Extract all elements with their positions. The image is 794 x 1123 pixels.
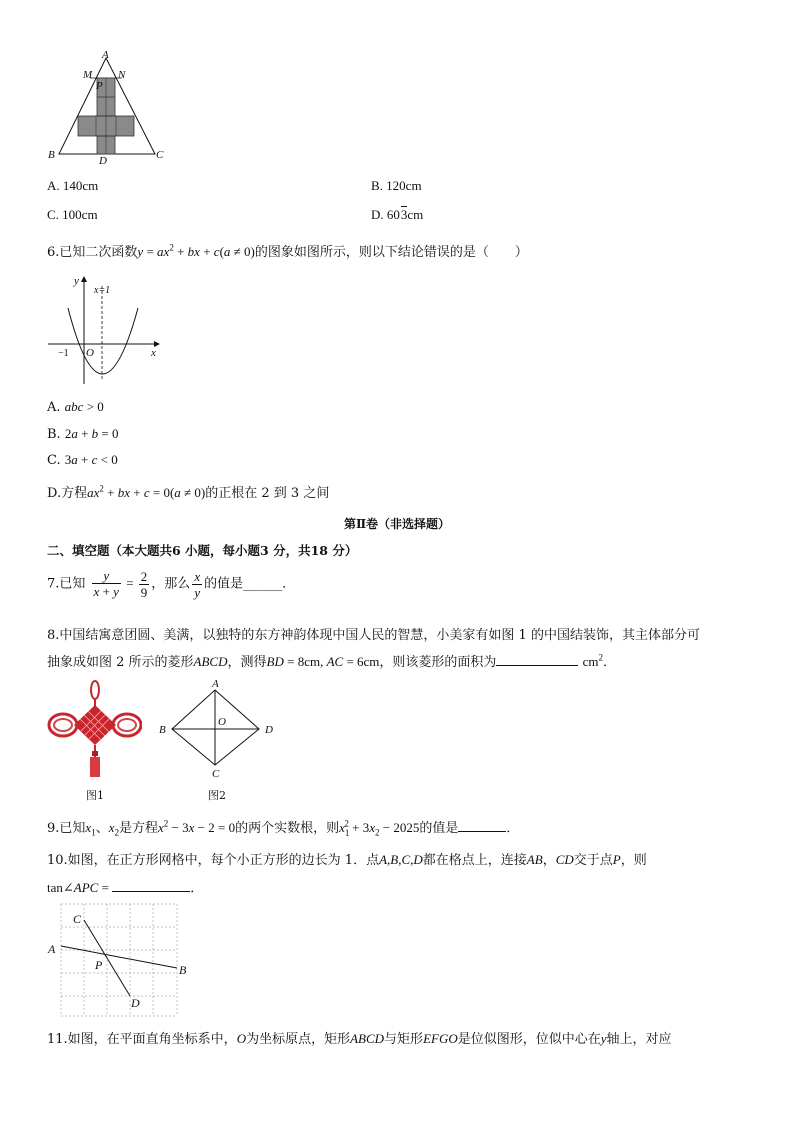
q11-suffix: 轴上，对应 <box>606 1032 672 1047</box>
q6-option-b[interactable]: B. 2a + b = 0 <box>47 426 119 442</box>
q6-option-d-prefix: D.方程 <box>47 486 88 501</box>
q6-option-b-label: B. <box>47 427 61 442</box>
q5-option-d-unit: cm <box>407 207 424 222</box>
q6-option-d[interactable]: D.方程$ax^2$ + bx + c = 0(a ≠ 0)的正根在 2 到 3 之间 <box>47 483 330 501</box>
triangle-cross-figure <box>44 48 168 166</box>
q9-suffix: 的值是 <box>419 821 459 836</box>
graph-neg1-label: −1 <box>58 348 69 359</box>
q8-line2-mid2: ，则该菱形的面积为 <box>379 655 497 670</box>
q9-mid: 是方程 <box>118 821 158 836</box>
grid-label-c: C <box>73 912 82 926</box>
q6-suffix: 的图象如图所示，则以下结论错误的是（ ） <box>254 245 528 260</box>
q8-line2-prefix: 抽象成如图 2 所示的菱形 <box>47 655 194 670</box>
parabola-graph <box>44 272 164 388</box>
q8-line2: 抽象成如图 2 所示的菱形ABCD，测得BD = 8cm, AC = 6cm，则该菱形的面积为 $cm^2$． <box>47 652 616 670</box>
rhombus-label-b: B <box>159 724 166 736</box>
label-a: A <box>102 49 109 61</box>
q6-stem: 6.已知二次函数$y = ax^2$ + bx + c(a ≠ 0)的图象如图所示，则以下结论错误的是（ ） <box>47 242 528 260</box>
q8-line2-mid: ，测得 <box>227 655 267 670</box>
q5-option-a[interactable]: A. 140cm <box>47 178 99 193</box>
q8-line1: 8.中国结寓意团圆、美满，以独特的东方神韵体现中国人民的智慧，小美家有如图 1 的中国结装饰，其主体部分可 <box>47 628 700 643</box>
part2-title: 第Ⅱ卷（非选择题） <box>343 517 451 531</box>
q5-option-c[interactable]: C. 100cm <box>47 207 98 222</box>
q11-mid3: 是位似图形，位似中心在 <box>457 1032 601 1047</box>
q8-unit: cm <box>582 654 599 669</box>
graph-origin-label: O <box>86 347 94 359</box>
q6-option-c-label: C. <box>47 453 61 468</box>
grid-label-a: A <box>48 942 56 956</box>
label-p: P <box>96 80 103 92</box>
chinese-knot-figure <box>46 677 142 781</box>
q10-line1-b: 都在格点上，连接 <box>422 853 527 868</box>
q10-line1-a: 10.如图，在正方形网格中，每个小正方形的边长为 1．点 <box>47 853 380 868</box>
q5-option-d-root: 3 <box>400 207 408 222</box>
q5-option-b[interactable]: B. 120cm <box>371 178 422 193</box>
q10-line1-e: ，则 <box>620 853 647 868</box>
fig2-caption: 图2 <box>208 789 226 802</box>
q11-mid: 为坐标原点，矩形 <box>246 1032 351 1047</box>
q10-answer-blank[interactable] <box>112 879 190 892</box>
q8-answer-blank[interactable] <box>496 653 578 666</box>
label-n: N <box>118 69 126 81</box>
label-b: B <box>48 149 55 161</box>
q7-mid: ，那么 <box>151 576 191 592</box>
rhombus-label-o: O <box>218 716 226 728</box>
q10-line1-d: 交于点 <box>573 853 613 868</box>
rhombus-figure <box>154 677 280 781</box>
graph-y-label: y <box>74 275 79 287</box>
q10-line1-c: ， <box>542 853 556 868</box>
q5-option-d[interactable] <box>371 207 423 223</box>
grid-label-p: P <box>95 958 103 972</box>
q11-prefix: 11.如图，在平面直角坐标系中， <box>47 1032 237 1047</box>
graph-x-label: x <box>151 347 156 359</box>
q10-line1: 10.如图，在正方形网格中，每个小正方形的边长为 1．点A,B,C,D都在格点上，连接AB，CD交于点P，则 <box>47 852 647 868</box>
q9-answer-blank[interactable] <box>458 819 506 832</box>
q9-mid2: 的两个实数根，则 <box>235 821 340 836</box>
rhombus-label-a: A <box>212 678 219 690</box>
label-m: M <box>83 69 93 81</box>
q6-option-c[interactable]: C. 3a + c < 0 <box>47 452 118 468</box>
section2-title: 二、填空题（本大题共6 小题，每小题3 分，共18 分） <box>47 543 358 558</box>
q9: 9.已知$x_1$、$x_2$是方程$x^2 - 3x - 2 = 0$的两个实数根，则$x_1^2 + 3x_2 - 2025$的值是 ． <box>47 818 520 838</box>
q6-option-a-label: A. <box>47 400 61 415</box>
label-c: C <box>156 149 164 161</box>
fig1-caption: 图1 <box>86 789 104 802</box>
q5-option-d-prefix: D. 60 <box>371 207 400 222</box>
rhombus-label-c: C <box>212 768 220 780</box>
q11-mid2: 与矩形 <box>384 1032 424 1047</box>
graph-axis-label: x=1 <box>94 285 111 296</box>
q11: 11.如图，在平面直角坐标系中，O为坐标原点，矩形ABCD与矩形EFGO是位似图形，位似中心在y轴上，对应 <box>47 1031 672 1047</box>
q7: 7.已知 $\frac{y}{x + y}$ = $\frac{2}{9}$ ，那么 $\frac{x}{y}$ 的值是______． <box>47 568 296 600</box>
label-d: D <box>99 155 107 166</box>
grid-label-b: B <box>179 963 187 977</box>
q7-fraction-2: $\frac{2}{9}$ <box>140 568 148 600</box>
q10-line2: tan∠APC = ． <box>47 880 204 895</box>
q9-sep: 、 <box>95 821 109 836</box>
rhombus-label-d: D <box>265 724 273 736</box>
grid-label-d: D <box>131 996 140 1010</box>
q9-prefix: 9.已知 <box>47 821 86 836</box>
q7-suffix: 的值是______． <box>204 576 296 592</box>
q6-prefix: 6.已知二次函数 <box>47 245 138 260</box>
q7-fraction-3: $\frac{x}{y}$ <box>194 568 201 600</box>
q6-option-a[interactable]: A. abc > 0 <box>47 399 104 415</box>
q6-option-d-suffix: 的正根在 2 到 3 之间 <box>205 486 330 501</box>
grid-figure <box>44 899 194 1019</box>
q7-prefix: 7.已知 <box>47 576 86 592</box>
q7-fraction-1: $\frac{y}{x + y}$ <box>93 568 119 599</box>
